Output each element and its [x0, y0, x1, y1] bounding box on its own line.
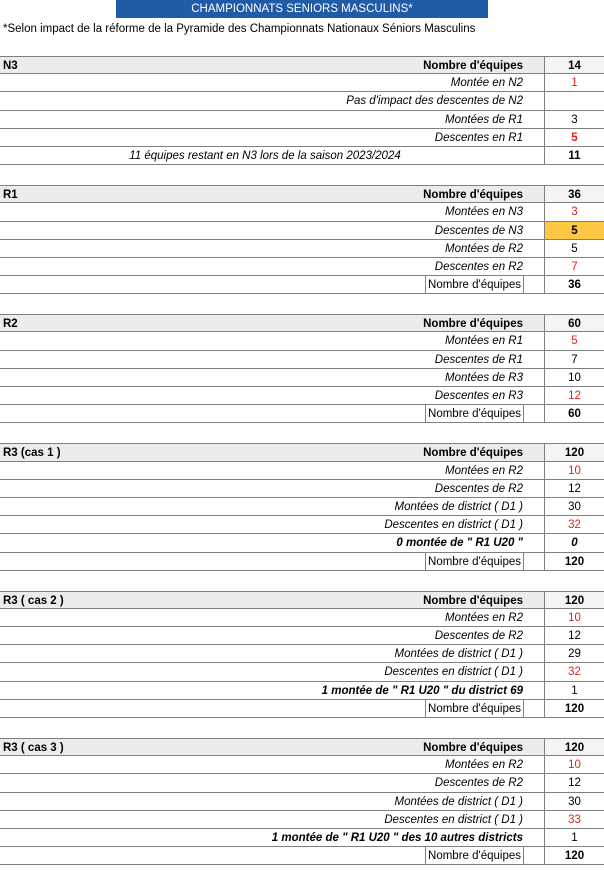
row-value: 3	[544, 203, 604, 220]
row-value: 5	[544, 240, 604, 257]
row-label: Nombre d'équipes	[425, 276, 524, 294]
row-value: 5	[544, 222, 604, 239]
row-label: Descentes en R2	[434, 260, 523, 273]
row-value: 10	[544, 369, 604, 386]
table-row	[0, 480, 604, 498]
table-row	[0, 682, 604, 700]
section-header-row	[0, 314, 604, 332]
section-header-label: Nombre d'équipes	[423, 60, 523, 72]
table-row	[0, 534, 604, 552]
section-header-row	[0, 185, 604, 203]
row-value: 30	[544, 793, 604, 810]
row-value: 10	[544, 756, 604, 773]
row-value: 7	[544, 351, 604, 368]
table-row	[0, 774, 604, 792]
table-row	[0, 627, 604, 645]
row-label: Montées de R1	[445, 113, 523, 126]
row-value: 10	[544, 609, 604, 626]
row-label: Montées en R2	[445, 464, 523, 477]
table-row	[0, 203, 604, 221]
table-row	[0, 645, 604, 663]
section-name: R2	[3, 318, 18, 331]
sections-container	[0, 39, 604, 865]
table-row	[0, 700, 604, 718]
row-value: 12	[544, 387, 604, 404]
row-value: 7	[544, 258, 604, 275]
table-row	[0, 258, 604, 276]
row-value: 33	[544, 811, 604, 828]
section-name: R3 ( cas 3 )	[3, 742, 64, 754]
section-gap	[0, 39, 604, 56]
row-label: Descentes de R2	[434, 777, 523, 790]
row-label: Montées en R2	[445, 759, 523, 772]
row-label: Montées de district ( D1 )	[394, 648, 523, 661]
table-row	[0, 462, 604, 480]
row-label: Nombre d'équipes	[425, 405, 524, 423]
row-label: Montées en R2	[445, 611, 523, 624]
row-label: Pas d'impact des descentes de N2	[346, 95, 523, 108]
row-value: 3	[544, 111, 604, 128]
row-label: Montées de R3	[445, 371, 523, 384]
section-gap	[0, 718, 604, 738]
section-header-row	[0, 443, 604, 461]
section-name: R3 ( cas 2 )	[3, 594, 64, 607]
section-header-label: Nombre d'équipes	[423, 742, 523, 754]
row-label: Descentes en district ( D1 )	[384, 666, 523, 679]
row-label: Nombre d'équipes	[425, 553, 524, 571]
row-value: 32	[544, 663, 604, 680]
table-row	[0, 553, 604, 571]
section-header-value: 60	[544, 315, 604, 331]
table-row	[0, 129, 604, 147]
section-gap	[0, 294, 604, 314]
section-header-label: Nombre d'équipes	[423, 447, 523, 460]
row-value: 1	[544, 829, 604, 846]
row-value: 5	[544, 332, 604, 349]
table-row	[0, 498, 604, 516]
section-name: R1	[3, 189, 18, 202]
row-label: Descentes en district ( D1 )	[384, 519, 523, 532]
row-label: Descentes de R2	[434, 630, 523, 643]
row-value: 1	[544, 74, 604, 91]
row-value: 12	[544, 480, 604, 497]
section-header-value: 120	[544, 444, 604, 460]
row-value: 120	[544, 700, 604, 717]
row-value: 11	[544, 147, 604, 164]
row-label: Montées de R2	[445, 242, 523, 255]
table-row	[0, 609, 604, 627]
row-value: 1	[544, 682, 604, 699]
section-name: R3 (cas 1 )	[3, 447, 61, 460]
row-value: 10	[544, 462, 604, 479]
table-row	[0, 756, 604, 774]
section-header-row	[0, 591, 604, 609]
row-value: 29	[544, 645, 604, 662]
section-header-label: Nombre d'équipes	[423, 318, 523, 331]
table-row	[0, 351, 604, 369]
section-gap	[0, 423, 604, 443]
row-label: Montées en N3	[445, 206, 523, 219]
row-value: 120	[544, 847, 604, 864]
row-label: Montées en R1	[445, 335, 523, 348]
row-label: Montées de district ( D1 )	[394, 500, 523, 513]
row-label: 1 montée de " R1 U20 " des 10 autres districts	[271, 831, 523, 844]
table-row	[0, 332, 604, 350]
row-label: 11 équipes restant en N3 lors de la saison 2023/2024	[129, 149, 401, 162]
section-header-value: 120	[544, 592, 604, 608]
row-label: Nombre d'équipes	[425, 847, 524, 865]
row-value: 120	[544, 553, 604, 570]
section-header-value: 120	[544, 739, 604, 755]
section-header-value: 14	[544, 57, 604, 73]
sheet-note: *Selon impact de la réforme de la Pyramide des Championnats Nationaux Séniors Masculins	[3, 23, 476, 35]
row-label: Descentes en R3	[434, 390, 523, 402]
table-row	[0, 222, 604, 240]
row-label: Descentes de N3	[434, 224, 523, 237]
table-row	[0, 387, 604, 405]
section-header-label: Nombre d'équipes	[423, 189, 523, 202]
row-label: 1 montée de " R1 U20 " du district 69	[321, 684, 523, 697]
row-value: 30	[544, 498, 604, 515]
table-row	[0, 829, 604, 847]
row-value: 60	[544, 405, 604, 422]
row-label: Montées de district ( D1 )	[394, 795, 523, 808]
row-value: 12	[544, 774, 604, 791]
table-row	[0, 240, 604, 258]
section-name: N3	[3, 60, 18, 72]
table-row	[0, 516, 604, 534]
section-header-label: Nombre d'équipes	[423, 594, 523, 607]
table-row	[0, 811, 604, 829]
table-row	[0, 405, 604, 423]
section-header-row	[0, 738, 604, 756]
row-value	[544, 92, 604, 109]
table-row	[0, 74, 604, 92]
table-row	[0, 847, 604, 865]
row-label: Nombre d'équipes	[425, 700, 524, 718]
table-row	[0, 147, 604, 165]
row-value: 5	[544, 129, 604, 146]
section-gap	[0, 165, 604, 185]
section-gap	[0, 571, 604, 591]
table-row	[0, 793, 604, 811]
row-value: 36	[544, 276, 604, 293]
row-label: Descentes en R1	[434, 131, 523, 144]
table-row	[0, 276, 604, 294]
row-label: Descentes de R1	[434, 353, 523, 366]
table-row	[0, 663, 604, 681]
section-header-row	[0, 56, 604, 74]
row-label: 0 montée de " R1 U20 "	[396, 537, 523, 550]
row-value: 0	[544, 534, 604, 551]
section-header-value: 36	[544, 186, 604, 202]
sheet-title: CHAMPIONNATS SENIORS MASCULINS*	[116, 0, 488, 18]
table-row	[0, 369, 604, 387]
row-label: Descentes en district ( D1 )	[384, 813, 523, 826]
row-value: 12	[544, 627, 604, 644]
table-row	[0, 111, 604, 129]
row-value: 32	[544, 516, 604, 533]
row-label: Descentes de R2	[434, 482, 523, 495]
row-label: Montée en N2	[450, 77, 523, 90]
table-row	[0, 92, 604, 110]
